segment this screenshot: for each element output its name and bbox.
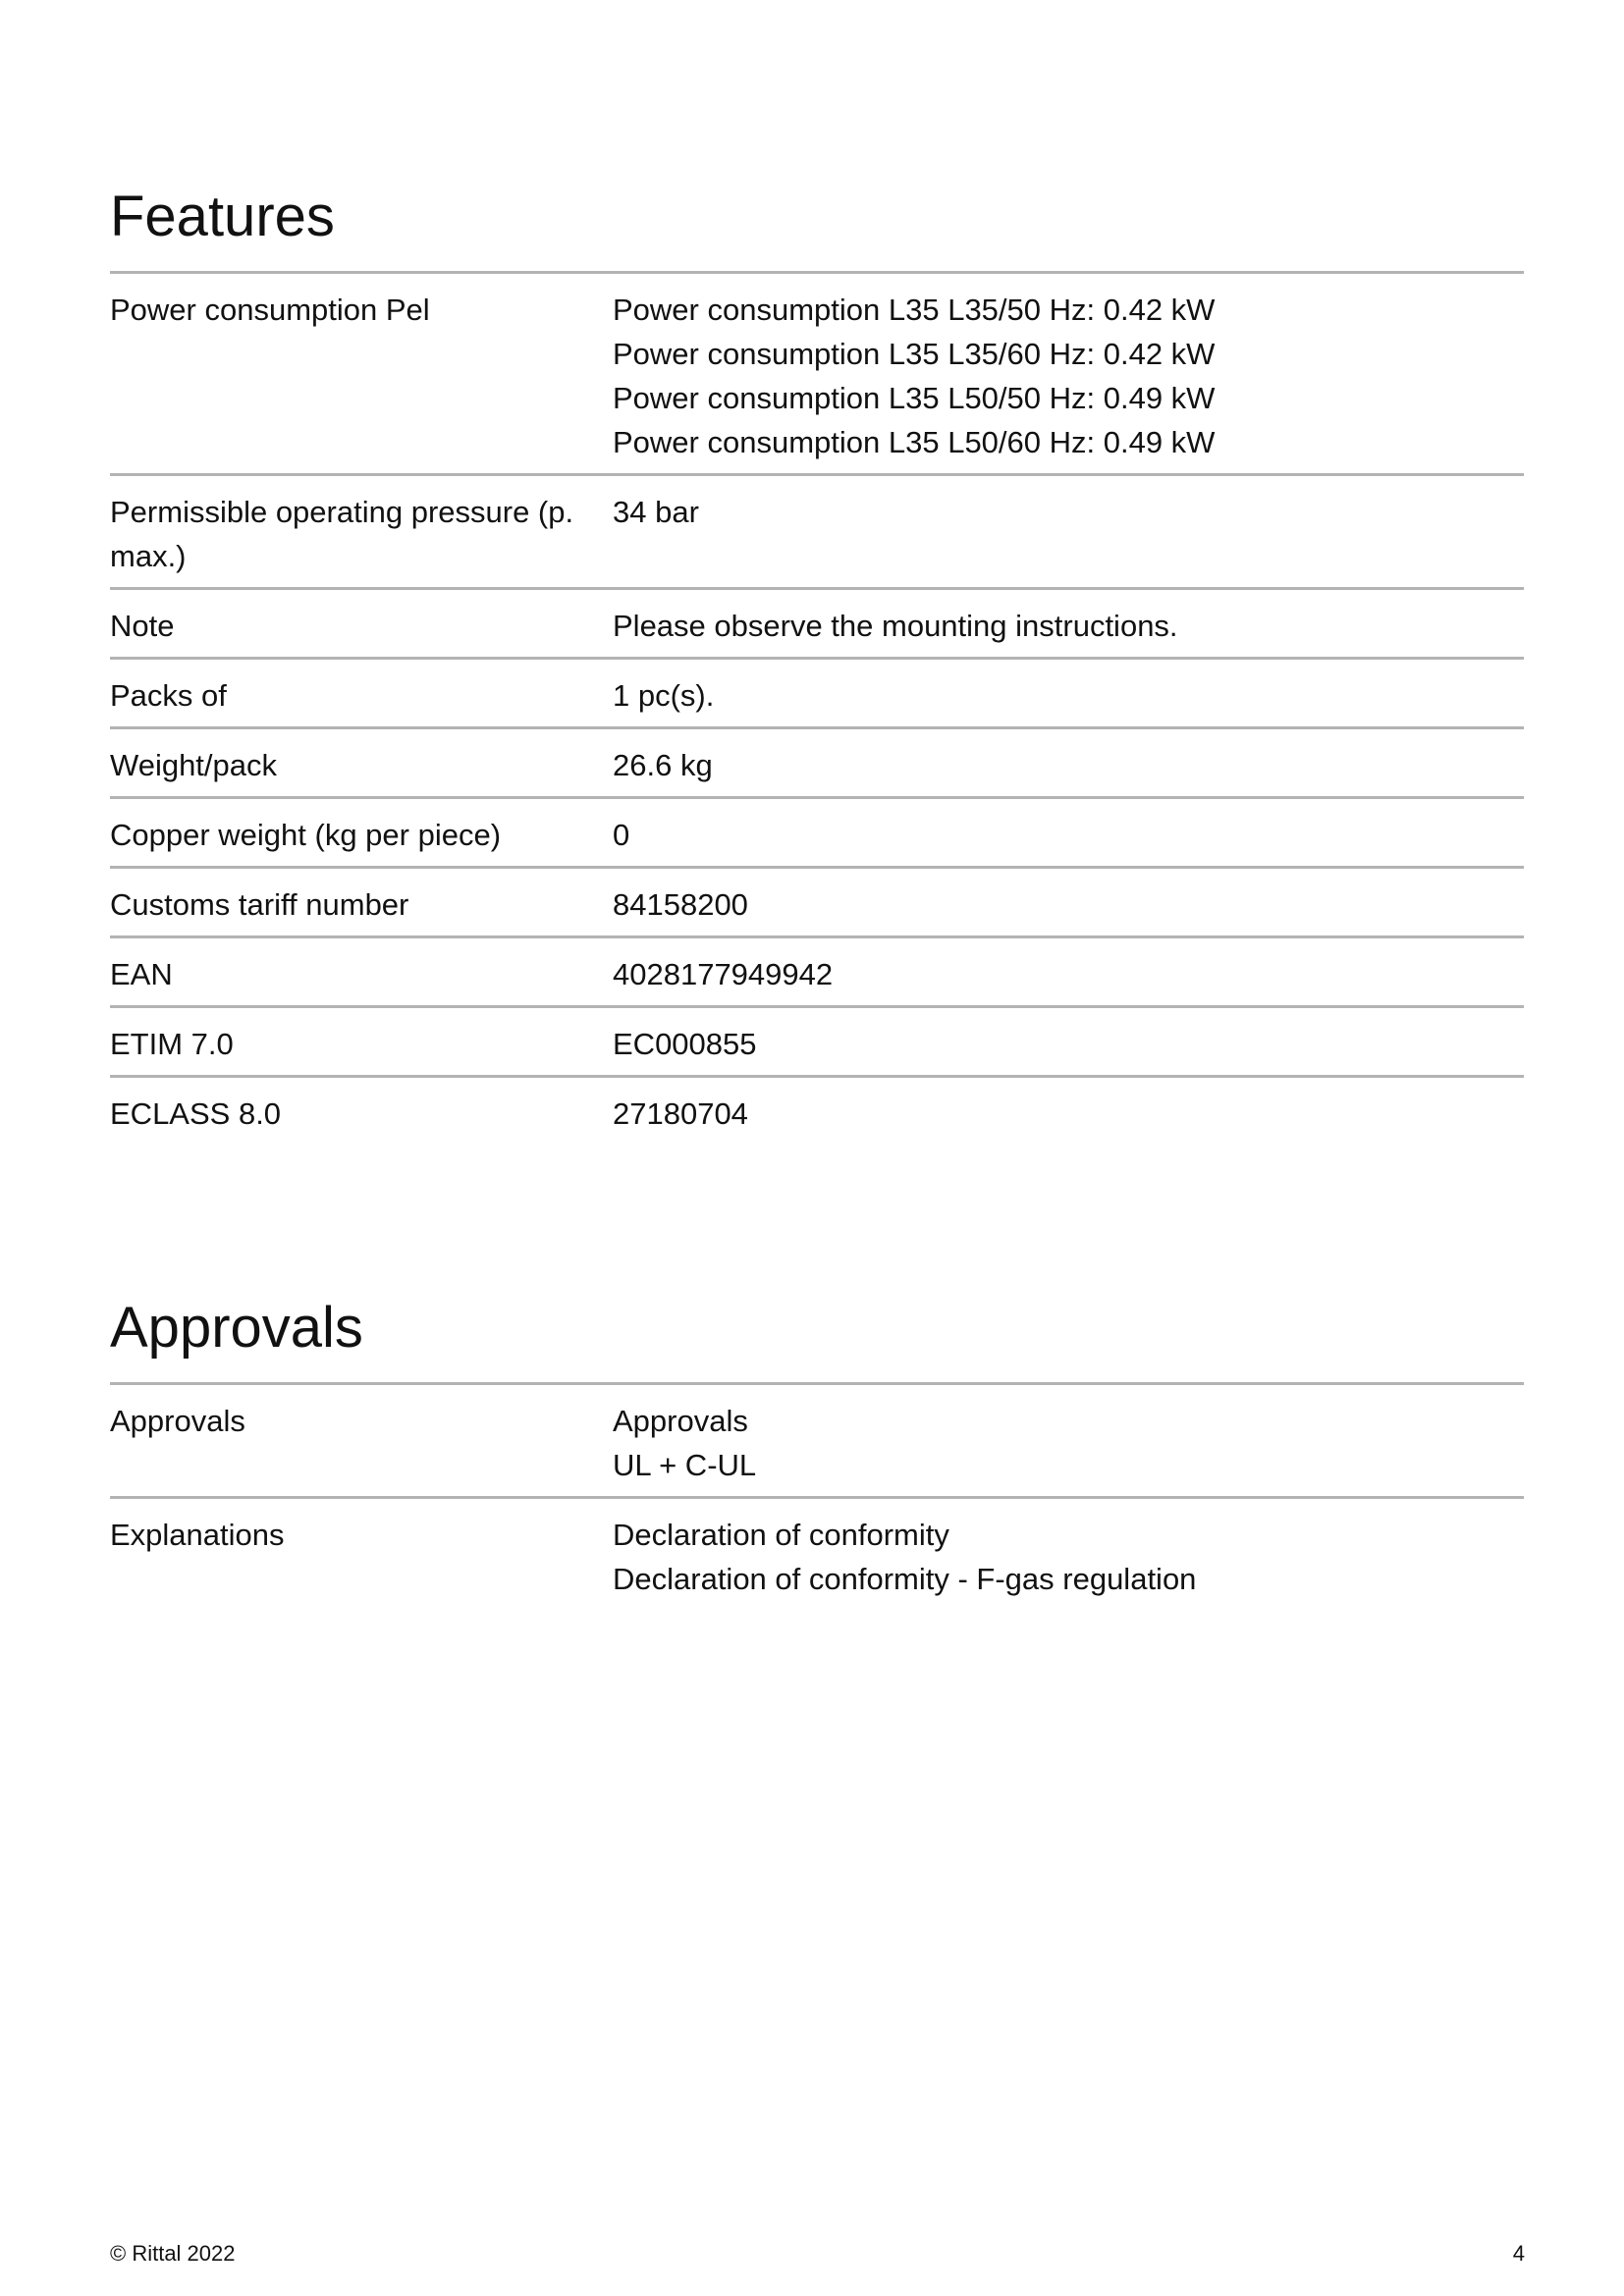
table-row	[110, 728, 1524, 798]
spec-value-line: 84158200	[613, 887, 748, 922]
spec-value	[613, 589, 1524, 659]
table-row	[110, 659, 1524, 728]
document-page	[110, 0, 1524, 2296]
section-title: Features	[110, 185, 335, 248]
spec-value	[613, 937, 1524, 1007]
spec-value-line: 27180704	[613, 1096, 748, 1131]
spec-label: Explanations	[110, 1518, 285, 1552]
spec-value-line: 34 bar	[613, 495, 699, 529]
spec-value	[613, 728, 1524, 798]
table-row	[110, 273, 1524, 475]
table-row	[110, 1498, 1524, 1611]
spec-label: Power consumption Pel	[110, 293, 430, 327]
spec-label: Note	[110, 609, 175, 643]
spec-label: Customs tariff number	[110, 887, 409, 922]
section-title: Approvals	[110, 1296, 363, 1360]
spec-value	[613, 1077, 1524, 1146]
features-table	[110, 271, 1524, 1145]
spec-value-line: 4028177949942	[613, 957, 834, 991]
table-row	[110, 589, 1524, 659]
spec-value-line: 26.6 kg	[613, 748, 713, 782]
spec-value	[613, 868, 1524, 937]
spec-value-line: Please observe the mounting instructions.	[613, 609, 1178, 643]
spec-value-line: Power consumption L35 L35/60 Hz: 0.42 kW	[613, 337, 1216, 371]
spec-value	[613, 1384, 1524, 1498]
spec-value-line: Power consumption L35 L50/50 Hz: 0.49 kW	[613, 381, 1216, 415]
spec-value	[613, 798, 1524, 868]
approvals-table	[110, 1382, 1524, 1610]
features-section	[110, 183, 1524, 1145]
table-row	[110, 937, 1524, 1007]
spec-value-line: UL + C-UL	[613, 1448, 757, 1482]
spec-value	[613, 1498, 1524, 1611]
table-row	[110, 475, 1524, 589]
spec-value-line: Approvals	[613, 1404, 748, 1438]
spec-value-line: Power consumption L35 L35/50 Hz: 0.42 kW	[613, 293, 1216, 327]
spec-label: EAN	[110, 957, 173, 991]
spec-value	[613, 659, 1524, 728]
spec-label: Weight/pack	[110, 748, 278, 782]
table-row	[110, 1007, 1524, 1077]
footer-page-number: 4	[1512, 2241, 1525, 2266]
spec-label: Approvals	[110, 1404, 245, 1438]
spec-value-line: 1 pc(s).	[613, 678, 715, 713]
spec-label: Permissible operating pressure (p. max.)	[110, 495, 574, 573]
spec-value-line: Declaration of conformity - F-gas regulation	[613, 1562, 1197, 1596]
table-row	[110, 868, 1524, 937]
footer-copyright: © Rittal 2022	[110, 2241, 236, 2266]
spec-value	[613, 475, 1524, 589]
spec-value-line: EC000855	[613, 1027, 757, 1061]
spec-label: ETIM 7.0	[110, 1027, 234, 1061]
table-row	[110, 1384, 1524, 1498]
spec-label: Copper weight (kg per piece)	[110, 818, 502, 852]
table-row	[110, 1077, 1524, 1146]
spec-label: Packs of	[110, 678, 227, 713]
approvals-section	[110, 1294, 1524, 1610]
table-row	[110, 798, 1524, 868]
spec-label: ECLASS 8.0	[110, 1096, 282, 1131]
spec-value-line: Declaration of conformity	[613, 1518, 949, 1552]
spec-value	[613, 273, 1524, 475]
spec-value-line: Power consumption L35 L50/60 Hz: 0.49 kW	[613, 425, 1216, 459]
spec-value-line: 0	[613, 818, 630, 852]
spec-value	[613, 1007, 1524, 1077]
